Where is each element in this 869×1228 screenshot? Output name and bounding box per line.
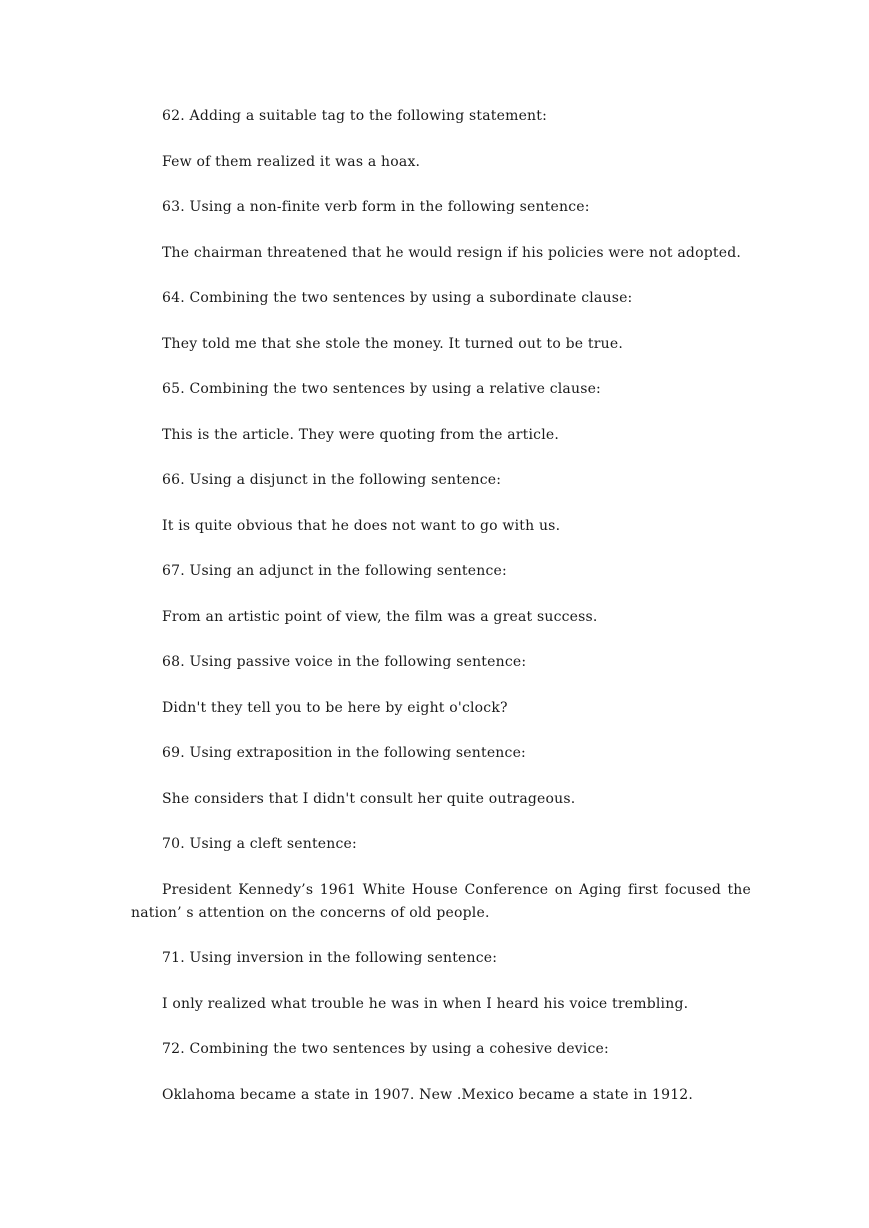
exercise-67-prompt: 67. Using an adjunct in the following sentence:	[162, 563, 507, 579]
exercise-67-sentence: From an artistic point of view, the film was a great success.	[162, 609, 598, 625]
exercise-69-sentence: She considers that I didn't consult her quite outrageous.	[162, 791, 576, 807]
exercise-65-sentence: This is the article. They were quoting from the article.	[162, 427, 560, 443]
exercise-64-prompt: 64. Combining the two sentences by using a subordinate clause:	[162, 290, 633, 306]
exercise-65-prompt: 65. Combining the two sentences by using a relative clause:	[162, 381, 601, 397]
exercise-63-sentence: The chairman threatened that he would resign if his policies were not adopted.	[162, 245, 742, 261]
exercise-72-sentence: Oklahoma became a state in 1907. New .Mexico became a state in 1912.	[162, 1087, 694, 1103]
exercise-66-prompt: 66. Using a disjunct in the following sentence:	[162, 472, 502, 488]
exercise-68-sentence: Didn't they tell you to be here by eight o'clock?	[162, 700, 508, 716]
exercise-70-prompt: 70. Using a cleft sentence:	[162, 836, 357, 852]
exercise-62-sentence: Few of them realized it was a hoax.	[162, 154, 421, 170]
exercise-70-sentence: President Kennedy’s 1961 White House Conference on Aging first focused the nation’ s attention on the concerns of old people.	[131, 882, 751, 921]
exercise-72-prompt: 72. Combining the two sentences by using a cohesive device:	[162, 1041, 609, 1057]
exercise-66-sentence: It is quite obvious that he does not want to go with us.	[162, 518, 561, 534]
exercise-71-prompt: 71. Using inversion in the following sentence:	[162, 950, 498, 966]
exercise-62-prompt: 62. Adding a suitable tag to the following statement:	[162, 108, 548, 124]
exercise-64-sentence: They told me that she stole the money. It turned out to be true.	[162, 336, 623, 352]
exercise-71-sentence: I only realized what trouble he was in when I heard his voice trembling.	[162, 996, 689, 1012]
exercise-63-prompt: 63. Using a non-finite verb form in the following sentence:	[162, 199, 590, 215]
exercise-69-prompt: 69. Using extraposition in the following sentence:	[162, 745, 526, 761]
exercise-68-prompt: 68. Using passive voice in the following sentence:	[162, 654, 527, 670]
